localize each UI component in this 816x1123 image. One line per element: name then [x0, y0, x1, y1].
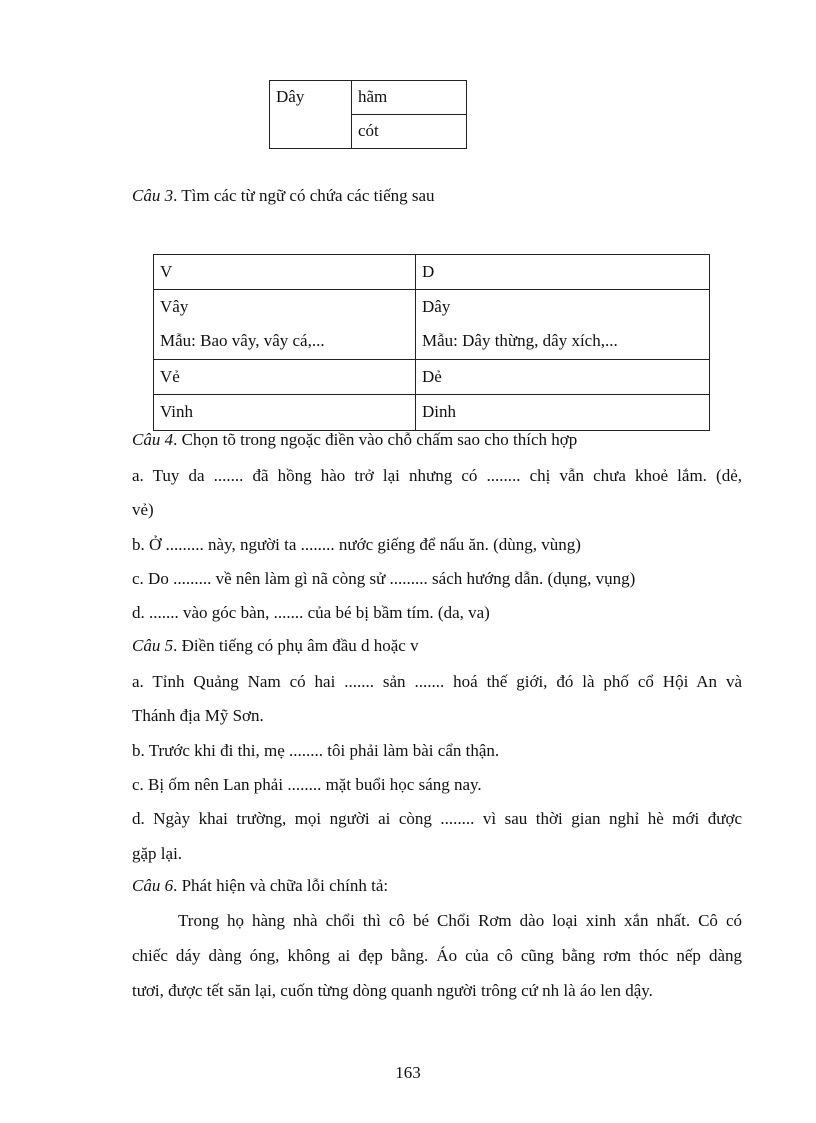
answer-line: a. Tuy da ....... đã hồng hào trở lại nhưng có ........ chị vẫn chưa khoẻ lắm. (dẻ,: [132, 466, 742, 485]
answer-line: b. Trước khi đi thi, mẹ ........ tôi phải làm bài cẩn thận.: [132, 741, 500, 760]
cell-word: Vây: [160, 297, 189, 316]
paragraph-line: chiếc dáy dàng óng, không ai đẹp bằng. Áo của cô cũng bằng rơm thóc nếp dàng: [132, 946, 742, 965]
table-cell: [154, 290, 416, 360]
answer-line: c. Do ......... về nên làm gì nã còng sử ......... sách hướng dẫn. (dụng, vụng): [132, 569, 636, 588]
answer-line: d. ....... vào góc bàn, ....... của bé bị bầm tím. (da, va): [132, 603, 490, 622]
table-header-cell: V: [154, 255, 416, 290]
answer-line: vẻ): [132, 500, 154, 519]
cell-example: Mẫu: Bao vây, vây cá,...: [160, 331, 325, 350]
page-number: 163: [395, 1063, 421, 1082]
paragraph-line: tươi, được tết săn lại, cuốn từng dòng quanh người trông cứ nh là áo len dậy.: [132, 981, 653, 1000]
question-4-heading: [132, 430, 577, 450]
answer-line: d. Ngày khai trường, mọi người ai còng ........ vì sau thời gian nghỉ hè mới được: [132, 809, 742, 828]
answer-line: c. Bị ốm nên Lan phải ........ mặt buổi học sáng nay.: [132, 775, 482, 794]
question-label: Câu 3: [132, 186, 174, 205]
table-cell: Dinh: [416, 395, 710, 431]
table-header-cell: D: [416, 255, 710, 290]
question-label: Câu 5: [132, 636, 174, 655]
answer-line: gặp lại.: [132, 844, 183, 863]
question-label: Câu 6: [132, 876, 174, 895]
word-table-top: [269, 80, 467, 149]
answer-line: a. Tỉnh Quảng Nam có hai ....... sản ....... hoá thế giới, đó là phố cổ Hội An và: [132, 672, 742, 691]
word-table-q3: [153, 254, 710, 431]
question-text: . Tìm các từ ngữ có chứa các tiếng sau: [173, 186, 435, 205]
table-cell: Vẻ: [154, 360, 416, 395]
question-text: . Chọn tõ trong ngoặc điền vào chỗ chấm sao cho thích hợp: [173, 430, 578, 449]
answer-line: Thánh địa Mỹ Sơn.: [132, 706, 264, 725]
question-3-heading: [132, 186, 435, 206]
table-cell: hãm: [352, 81, 467, 115]
question-6-heading: [132, 876, 388, 896]
question-text: . Phát hiện và chữa lỗi chính tả:: [173, 876, 389, 895]
question-label: Câu 4: [132, 430, 174, 449]
question-5-heading: [132, 636, 419, 656]
table-cell: Vinh: [154, 395, 416, 431]
answer-line: b. Ở ......... này, người ta ........ nước giếng để nấu ăn. (dùng, vùng): [132, 535, 581, 554]
table-cell: Dây: [270, 81, 352, 149]
question-text: . Điền tiếng có phụ âm đầu d hoặc v: [173, 636, 419, 655]
paragraph-line: Trong họ hàng nhà chổi thì cô bé Chổi Rơm dào loại xinh xắn nhất. Cô có: [178, 911, 742, 930]
cell-example: Mẫu: Dây thừng, dây xích,...: [422, 331, 618, 350]
table-cell: [416, 290, 710, 360]
cell-word: Dây: [422, 297, 451, 316]
table-cell: cót: [352, 115, 467, 149]
table-cell: Dẻ: [416, 360, 710, 395]
